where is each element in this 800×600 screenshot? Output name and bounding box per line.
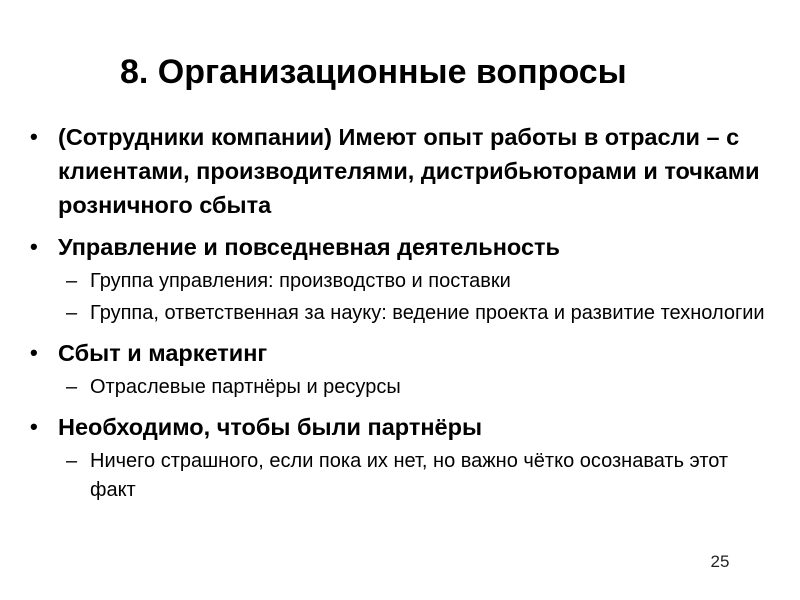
- bullet-icon: •: [30, 124, 38, 149]
- dash-icon: –: [66, 302, 78, 324]
- bullet-text: Управление и повседневная деятельность: [58, 234, 560, 260]
- bullet-text: Необходимо, чтобы были партнёры: [58, 414, 483, 440]
- sub-item-industry-partners: [66, 373, 770, 402]
- slide-content: [30, 120, 770, 505]
- bullet-icon: •: [30, 234, 38, 259]
- sub-list-partners-needed: [66, 447, 770, 505]
- bullet-item-management: [30, 230, 770, 264]
- page-number: 25: [710, 552, 730, 571]
- dash-icon: –: [66, 376, 78, 398]
- sub-item-text: Ничего страшного, если пока их нет, но важно чётко осознавать этот факт: [90, 450, 729, 501]
- bullet-icon: •: [30, 414, 38, 439]
- sub-item-text: Группа управления: производство и поставки: [90, 270, 511, 292]
- bullet-item-partners-needed: [30, 410, 770, 444]
- sub-item-science-group: [66, 299, 770, 328]
- bullet-item-sales-marketing: [30, 336, 770, 370]
- sub-item-text: Группа, ответственная за науку: ведение проекта и развитие технологии: [90, 302, 765, 324]
- sub-item-text: Отраслевые партнёры и ресурсы: [90, 376, 401, 398]
- bullet-text: Сбыт и маркетинг: [58, 340, 268, 366]
- slide-title: 8. Организационные вопросы: [120, 53, 627, 91]
- bullet-text: (Сотрудники компании) Имеют опыт работы в отрасли – с клиентами, производителями, дистрибьюторами и точками розничного сбыта: [58, 124, 760, 218]
- sub-item-management-group: [66, 267, 770, 296]
- sub-list-management: [66, 267, 770, 328]
- bullet-icon: •: [30, 340, 38, 365]
- sub-list-sales-marketing: [66, 373, 770, 402]
- dash-icon: –: [66, 450, 78, 472]
- bullet-item-experience: [30, 120, 770, 222]
- sub-item-no-partners-yet: [66, 447, 770, 505]
- dash-icon: –: [66, 270, 78, 292]
